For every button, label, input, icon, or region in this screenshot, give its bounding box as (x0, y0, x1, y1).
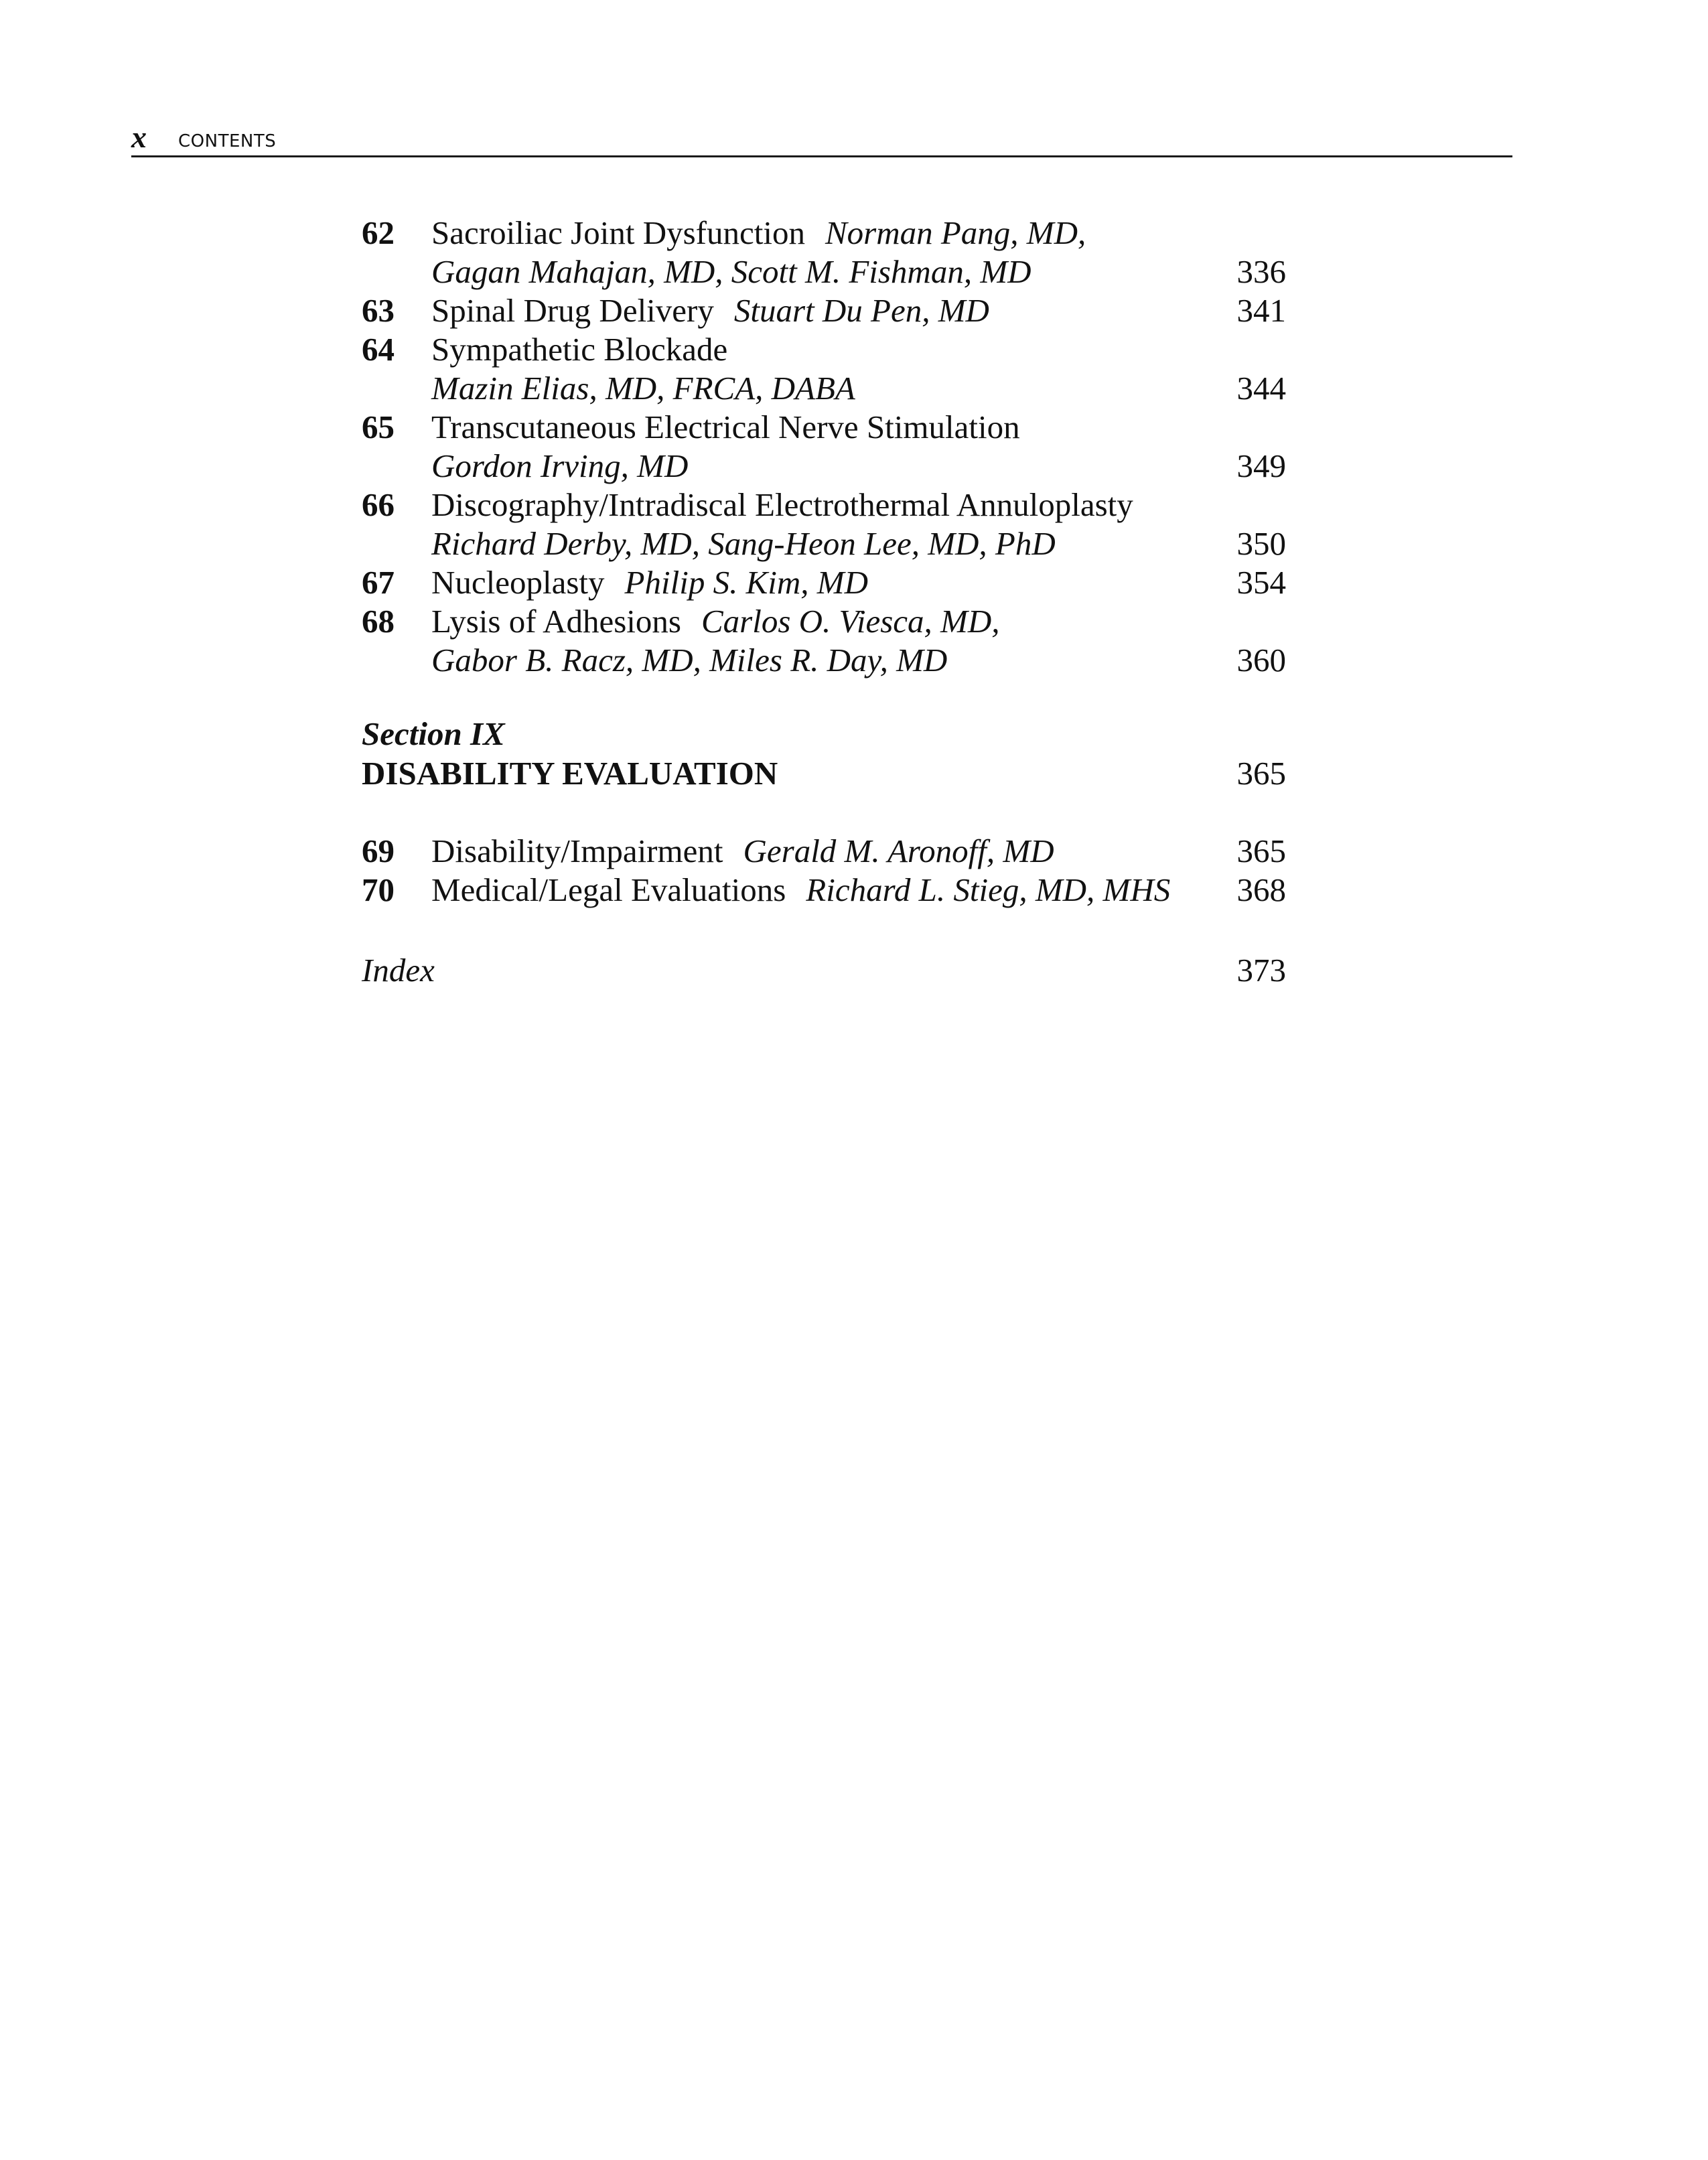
chapter-number: 65 (362, 409, 395, 445)
toc-entry-66-continued (362, 524, 1286, 563)
toc-entry-67[interactable] (362, 563, 1286, 602)
chapter-authors: Richard L. Stieg, MD, MHS (806, 871, 1171, 908)
page-number: 360 (1236, 642, 1286, 678)
chapter-number: 66 (362, 486, 395, 523)
chapter-authors: Philip S. Kim, MD (624, 564, 868, 601)
section-label: Section IX (362, 715, 505, 752)
chapter-title: Sympathetic Blockade (431, 331, 728, 368)
chapter-title: Disability/Impairment (431, 833, 723, 869)
running-head-label: CONTENTS (178, 131, 277, 151)
toc-entry-66[interactable] (362, 486, 1286, 524)
chapter-number: 63 (362, 292, 395, 329)
chapter-title: Transcutaneous Electrical Nerve Stimulation (431, 409, 1020, 445)
toc-entry-68-continued (362, 641, 1286, 680)
toc-entry-69[interactable] (362, 832, 1286, 871)
chapter-authors: Gordon Irving, MD (431, 447, 689, 484)
chapter-authors: Norman Pang, MD, (825, 214, 1086, 251)
chapter-title: Medical/Legal Evaluations (431, 871, 786, 908)
index-label: Index (362, 952, 435, 989)
toc-entry-65[interactable] (362, 408, 1286, 447)
section-title: DISABILITY EVALUATION (362, 755, 778, 792)
chapter-number: 67 (362, 564, 395, 601)
toc-entry-62[interactable] (362, 214, 1286, 253)
chapter-authors: Gabor B. Racz, MD, Miles R. Day, MD (431, 642, 948, 678)
page-number: 365 (1236, 833, 1286, 869)
page-number: 373 (1236, 952, 1286, 989)
toc-entry-68[interactable] (362, 602, 1286, 641)
chapter-authors: Carlos O. Viesca, MD, (701, 603, 1000, 640)
page-number: 349 (1236, 447, 1286, 484)
chapter-authors: Mazin Elias, MD, FRCA, DABA (431, 370, 855, 407)
toc-entry-65-continued (362, 447, 1286, 486)
chapter-authors: Gagan Mahajan, MD, Scott M. Fishman, MD (431, 253, 1031, 290)
chapter-authors: Stuart Du Pen, MD (733, 292, 989, 329)
chapter-title: Nucleoplasty (431, 564, 605, 601)
toc-entry-64-continued (362, 369, 1286, 408)
chapter-number: 62 (362, 214, 395, 251)
page-number: 365 (1236, 755, 1286, 792)
chapter-number: 69 (362, 833, 395, 869)
page-folio: x (131, 120, 147, 154)
toc-entry-70[interactable] (362, 871, 1286, 910)
page-number: 354 (1236, 564, 1286, 601)
toc-entry-62-continued (362, 253, 1286, 291)
chapter-title: Discography/Intradiscal Electrothermal Annuloplasty (431, 486, 1133, 523)
section-heading[interactable] (362, 754, 1286, 793)
page-number: 350 (1236, 525, 1286, 562)
page-number: 344 (1236, 370, 1286, 407)
chapter-authors: Richard Derby, MD, Sang-Heon Lee, MD, PhD (431, 525, 1056, 562)
chapter-number: 64 (362, 331, 395, 368)
toc-entry-index[interactable] (362, 951, 1286, 990)
page-number: 341 (1236, 292, 1286, 329)
chapter-number: 68 (362, 603, 395, 640)
chapter-number: 70 (362, 871, 395, 908)
chapter-title: Lysis of Adhesions (431, 603, 681, 640)
page-number: 368 (1236, 871, 1286, 908)
page-number: 336 (1236, 253, 1286, 290)
chapter-title: Sacroiliac Joint Dysfunction (431, 214, 805, 251)
chapter-authors: Gerald M. Aronoff, MD (743, 833, 1054, 869)
toc-entry-64[interactable] (362, 330, 1286, 369)
chapter-title: Spinal Drug Delivery (431, 292, 714, 329)
toc-entry-63[interactable] (362, 291, 1286, 330)
